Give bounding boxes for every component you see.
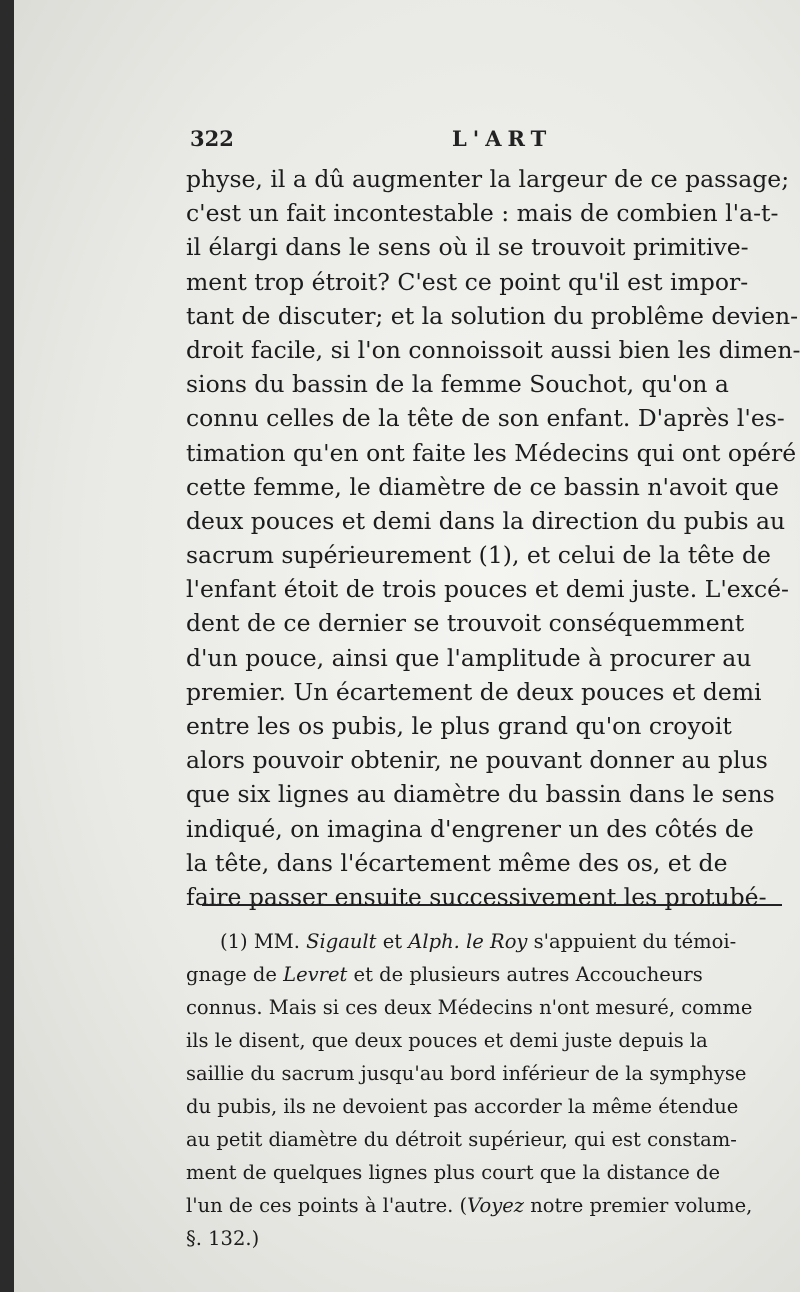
footnote-line xyxy=(186,1123,800,1156)
body-line: physe, il a dû augmenter la largeur de ce passage; xyxy=(186,165,790,193)
body-line: d'un pouce, ainsi que l'amplitude à procurer au xyxy=(186,643,752,672)
body-line: cette femme, le diamètre de ce bassin n'avoit que xyxy=(186,472,779,501)
running-title: L'ART xyxy=(452,126,553,151)
footnote-italic-text: Voyez xyxy=(467,1194,525,1217)
footnote-italic-text: Alph. le Roy xyxy=(408,930,528,953)
body-line: indiqué, on imagina d'engrener un des côtés de xyxy=(186,814,754,843)
body-line: droit facile, si l'on connoissoit aussi bien les dimen- xyxy=(186,335,800,364)
body-line: c'est un fait incontestable : mais de combien l'a-t- xyxy=(186,199,779,228)
footnote xyxy=(186,925,800,1255)
body-line: alors pouvoir obtenir, ne pouvant donner au plus xyxy=(186,746,768,775)
footnote-line xyxy=(186,958,800,991)
page-header xyxy=(190,126,800,156)
footnote-text: du pubis, ils ne devoient pas accorder la même étendue xyxy=(186,1095,739,1118)
footnote-line xyxy=(186,1024,800,1057)
footnote-italic-text: Levret xyxy=(283,963,348,986)
footnote-text: au petit diamètre du détroit supérieur, qui est constam- xyxy=(186,1128,737,1151)
footnote-text: connus. Mais si ces deux Médecins n'ont mesuré, comme xyxy=(186,996,753,1019)
body-line: l'enfant étoit de trois pouces et demi juste. L'excé- xyxy=(186,575,789,604)
book-page xyxy=(14,0,800,1292)
footnote-text: ment de quelques lignes plus court que la distance de xyxy=(186,1161,721,1184)
body-line: timation qu'en ont faite les Médecins qui ont opéré xyxy=(186,438,797,467)
body-line: sions du bassin de la femme Souchot, qu'on a xyxy=(186,370,729,399)
body-text xyxy=(186,162,800,914)
footnote-line xyxy=(186,1057,800,1090)
footnote-text: (1) MM. xyxy=(220,930,307,953)
footnote-line xyxy=(186,991,800,1024)
footnote-text: ils le disent, que deux pouces et demi juste depuis la xyxy=(186,1029,708,1052)
footnote-text: et xyxy=(376,930,409,953)
footnote-rule xyxy=(202,904,782,906)
footnote-text: §. 132.) xyxy=(186,1227,260,1250)
body-line: faire passer ensuite successivement les protubé- xyxy=(186,882,767,911)
footnote-line xyxy=(186,1189,800,1222)
body-line: connu celles de la tête de son enfant. D'après l'es- xyxy=(186,404,785,433)
body-line: premier. Un écartement de deux pouces et demi xyxy=(186,677,762,706)
body-line: que six lignes au diamètre du bassin dans le sens xyxy=(186,780,775,809)
body-line: tant de discuter; et la solution du problême devien- xyxy=(186,301,799,330)
footnote-text: s'appuient du témoi- xyxy=(527,930,737,953)
footnote-text: saillie du sacrum jusqu'au bord inférieur de la symphyse xyxy=(186,1062,747,1085)
body-line: la tête, dans l'écartement même des os, et de xyxy=(186,848,728,877)
footnote-line xyxy=(186,1090,800,1123)
body-line: dent de ce dernier se trouvoit conséquemment xyxy=(186,609,745,638)
footnote-text: et de plusieurs autres Accoucheurs xyxy=(347,963,703,986)
footnote-italic-text: Sigault xyxy=(306,930,377,953)
body-line: sacrum supérieurement (1), et celui de la tête de xyxy=(186,541,771,570)
body-line: deux pouces et demi dans la direction du pubis au xyxy=(186,506,786,535)
footnote-line xyxy=(186,1222,800,1255)
body-line: entre les os pubis, le plus grand qu'on croyoit xyxy=(186,712,732,740)
body-line: ment trop étroit? C'est ce point qu'il est impor- xyxy=(186,267,749,296)
footnote-line xyxy=(186,925,800,958)
body-line: il élargi dans le sens où il se trouvoit primitive- xyxy=(186,233,749,262)
footnote-line xyxy=(186,1156,800,1189)
page-number: 322 xyxy=(190,126,234,151)
footnote-text: notre premier volume, xyxy=(524,1194,753,1217)
footnote-text: l'un de ces points à l'autre. ( xyxy=(186,1194,468,1217)
footnote-text: gnage de xyxy=(186,963,284,986)
